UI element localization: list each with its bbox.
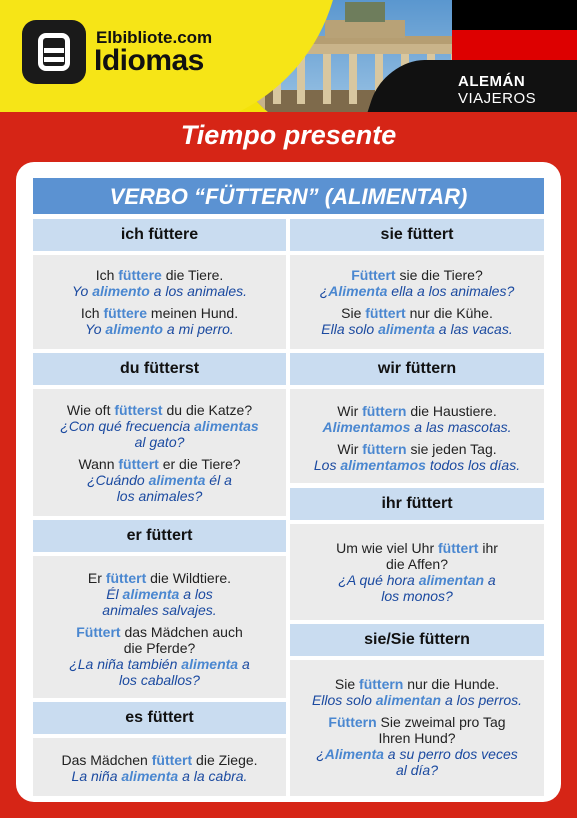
header-ich: ich füttere: [33, 219, 286, 251]
example-de: Füttern Sie zweimal pro Tag: [328, 714, 506, 730]
examples-wir: [290, 389, 544, 483]
example-de: Sie füttern nur die Hunde.: [334, 676, 500, 692]
header-sie-plural: sie/Sie füttern: [290, 624, 544, 656]
logo-icon: [22, 20, 86, 84]
examples-sie-plural: [290, 660, 544, 796]
examples-ich: [33, 255, 286, 349]
example-es: al día?: [395, 762, 439, 778]
header-wir: wir füttern: [290, 353, 544, 385]
brand-site: Elbibliote.com: [96, 28, 213, 47]
example-de: Das Mädchen füttert die Ziege.: [61, 752, 258, 768]
example-de: Um wie viel Uhr füttert ihr: [336, 540, 498, 556]
header-es: es füttert: [33, 702, 286, 734]
header-er: er füttert: [33, 520, 286, 552]
examples-sie: [290, 255, 544, 349]
example-es: Alimentamos a las mascotas.: [322, 419, 512, 435]
example-de: die Affen?: [385, 556, 449, 572]
example-de: Füttert sie die Tiere?: [351, 267, 483, 283]
example-de: Füttert das Mädchen auch: [76, 624, 243, 640]
example-es: La niña alimenta a la cabra.: [71, 768, 248, 784]
verb-title: VERBO “FÜTTERN” (ALIMENTAR): [33, 178, 544, 214]
examples-er: [33, 556, 286, 698]
example-es: Él alimenta a los: [106, 586, 213, 602]
header-sie: sie füttert: [290, 219, 544, 251]
example-de: Sie füttert nur die Kühe.: [341, 305, 493, 321]
example-es: ¿Cuándo alimenta él a: [87, 472, 232, 488]
example-es: Yo alimento a mi perro.: [85, 321, 234, 337]
example-es: Ella solo alimenta a las vacas.: [321, 321, 513, 337]
example-de: Er füttert die Wildtiere.: [87, 570, 232, 586]
example-es: animales salvajes.: [102, 602, 217, 618]
examples-ihr: [290, 524, 544, 620]
example-es: ¿Alimenta a su perro dos veces: [316, 746, 518, 762]
example-es: Los alimentamos todos los días.: [313, 457, 521, 473]
example-de: Wann füttert er die Tiere?: [78, 456, 241, 472]
examples-du: [33, 389, 286, 516]
badge-level: VIAJEROS: [458, 90, 537, 107]
example-es: Ellos solo alimentan a los perros.: [311, 692, 523, 708]
examples-es: [33, 738, 286, 796]
example-es: al gato?: [134, 434, 185, 450]
brand-name: Idiomas: [94, 44, 204, 77]
example-de: Ihren Hund?: [378, 730, 456, 746]
example-de: Wir füttern sie jeden Tag.: [337, 441, 497, 457]
header-ihr: ihr füttert: [290, 488, 544, 520]
header-banner: [0, 0, 577, 118]
example-es: los animales?: [116, 488, 203, 504]
example-es: Yo alimento a los animales.: [71, 283, 248, 299]
example-es: ¿Alimenta ella a los animales?: [319, 283, 515, 299]
example-de: Ich füttere meinen Hund.: [80, 305, 239, 321]
example-es: ¿A qué hora alimentan a: [338, 572, 496, 588]
example-es: ¿La niña también alimenta a: [69, 656, 250, 672]
example-de: Ich füttere die Tiere.: [95, 267, 224, 283]
example-de: Wie oft fütterst du die Katze?: [66, 402, 253, 418]
example-es: ¿Con qué frecuencia alimentas: [60, 418, 259, 434]
example-es: los caballos?: [119, 672, 200, 688]
page-title: Tiempo presente: [180, 120, 397, 150]
badge-language: ALEMÁN: [458, 73, 526, 90]
level-badge: [458, 73, 536, 107]
example-de: die Pferde?: [123, 640, 196, 656]
example-es: los monos?: [381, 588, 453, 604]
example-de: Wir füttern die Haustiere.: [337, 403, 497, 419]
header-du: du fütterst: [33, 353, 286, 385]
